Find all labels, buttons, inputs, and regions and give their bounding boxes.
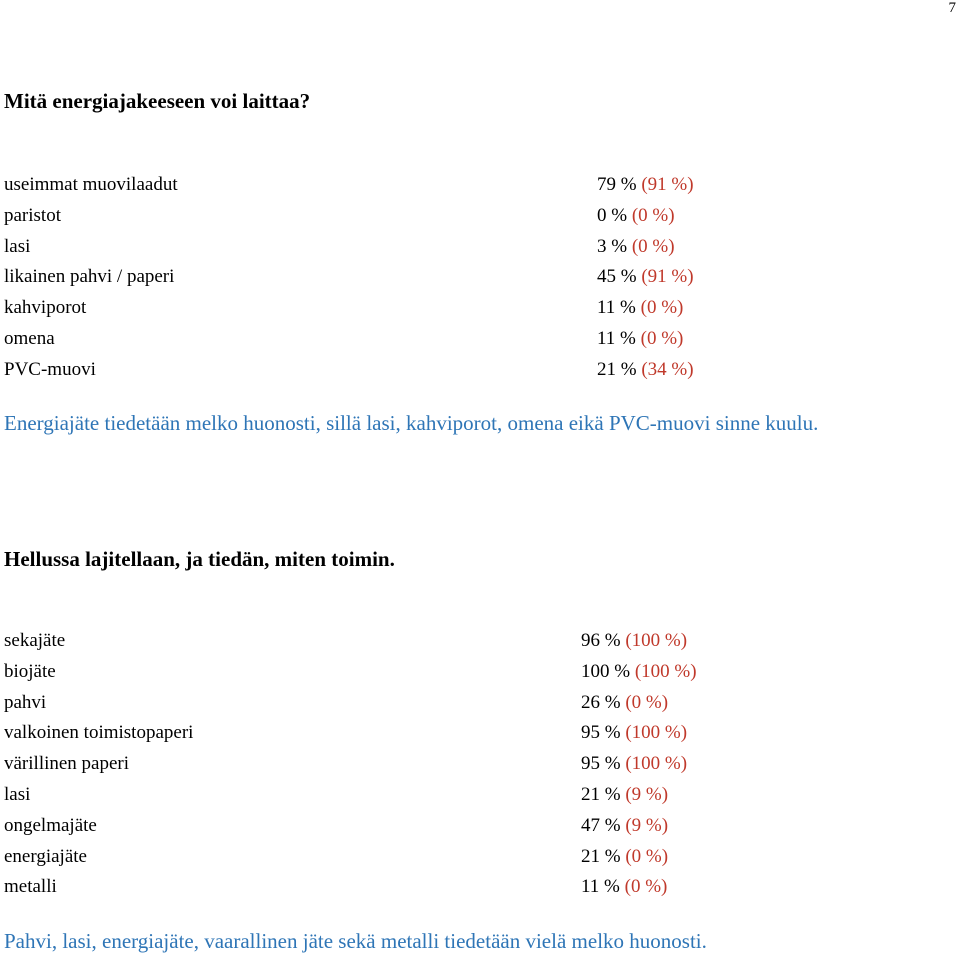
table-row [4, 232, 675, 263]
section2-table [4, 626, 697, 903]
row-label: PVC-muovi [4, 358, 96, 380]
section1-table [4, 170, 694, 386]
row-label: värillinen paperi [4, 753, 130, 775]
row-value: 21 % [581, 783, 621, 805]
row-value-group [597, 293, 683, 324]
table-row [4, 811, 669, 842]
row-value-group [581, 718, 687, 749]
row-previous-value: (0 %) [625, 691, 669, 713]
row-value-group [597, 262, 694, 293]
row-label: ongelmajäte [4, 814, 97, 836]
row-previous-value: (0 %) [625, 845, 669, 867]
table-row [4, 324, 684, 355]
row-value: 100 % [581, 660, 631, 682]
row-value: 95 % [581, 722, 621, 744]
table-row [4, 355, 694, 386]
table-row [4, 201, 675, 232]
table-row [4, 872, 668, 903]
row-value: 79 % [597, 174, 637, 195]
section1-note: Energiajäte tiedetään melko huonosti, sillä lasi, kahviporot, omena eikä PVC-muovi sinne kuulu. [4, 411, 819, 435]
row-value-group [581, 688, 668, 719]
row-previous-value: (91 %) [641, 266, 694, 288]
row-previous-value: (0 %) [631, 235, 675, 257]
row-value-group [581, 657, 697, 688]
section1-heading: Mitä energiajakeeseen voi laittaa? [4, 89, 311, 113]
row-previous-value: (34 %) [641, 358, 694, 380]
row-value-group [597, 232, 675, 263]
row-previous-value: (0 %) [640, 297, 684, 319]
row-label: lasi [4, 235, 31, 257]
table-row [4, 262, 694, 293]
table-row [4, 293, 684, 324]
row-value-group [597, 201, 675, 232]
section2-heading: Hellussa lajitellaan, ja tiedän, miten toimin. [4, 547, 395, 571]
row-value-group [581, 872, 667, 903]
table-row [4, 749, 688, 780]
row-value-group [597, 170, 694, 201]
row-value-group [581, 626, 687, 657]
row-label: biojäte [4, 660, 56, 682]
table-row [4, 842, 669, 873]
row-value: 11 % [597, 327, 636, 349]
table-row [4, 718, 688, 749]
row-label: sekajäte [4, 630, 66, 651]
row-previous-value: (0 %) [631, 204, 675, 226]
row-previous-value: (0 %) [640, 327, 684, 349]
row-previous-value: (100 %) [634, 660, 697, 682]
row-value: 11 % [581, 876, 620, 898]
section2-note: Pahvi, lasi, energiajäte, vaarallinen jäte sekä metalli tiedetään vielä melko huonosti. [4, 929, 707, 953]
row-value: 95 % [581, 753, 621, 775]
row-previous-value: (91 %) [641, 174, 694, 195]
row-value: 96 % [581, 630, 621, 651]
table-row [4, 688, 669, 719]
row-value-group [581, 749, 687, 780]
row-value: 45 % [597, 266, 637, 288]
row-value: 11 % [597, 297, 636, 319]
row-previous-value: (100 %) [625, 630, 688, 651]
table-row [4, 780, 669, 811]
row-value-group [597, 355, 694, 386]
table-row [4, 657, 697, 688]
row-value: 3 % [597, 235, 628, 257]
row-value-group [581, 842, 668, 873]
table-row [4, 170, 694, 201]
row-previous-value: (9 %) [625, 814, 669, 836]
page-number: 7 [948, 0, 956, 16]
row-label: omena [4, 327, 55, 349]
row-previous-value: (9 %) [625, 783, 669, 805]
row-value: 47 % [581, 814, 621, 836]
row-label: likainen pahvi / paperi [4, 266, 175, 288]
row-label: kahviporot [4, 297, 87, 319]
row-label: energiajäte [4, 845, 87, 867]
row-label: lasi [4, 783, 31, 805]
row-value-group [581, 811, 668, 842]
row-value: 21 % [581, 845, 621, 867]
row-value: 26 % [581, 691, 621, 713]
row-value-group [581, 780, 668, 811]
row-label: paristot [4, 204, 61, 226]
row-label: valkoinen toimistopaperi [4, 722, 194, 744]
row-value: 21 % [597, 358, 637, 380]
row-value-group [597, 324, 683, 355]
row-label: useimmat muovilaadut [4, 174, 178, 195]
row-previous-value: (100 %) [625, 753, 688, 775]
row-label: metalli [4, 876, 57, 898]
row-label: pahvi [4, 691, 47, 713]
row-previous-value: (100 %) [625, 722, 688, 744]
table-row [4, 626, 688, 657]
row-previous-value: (0 %) [624, 876, 668, 898]
row-value: 0 % [597, 204, 628, 226]
